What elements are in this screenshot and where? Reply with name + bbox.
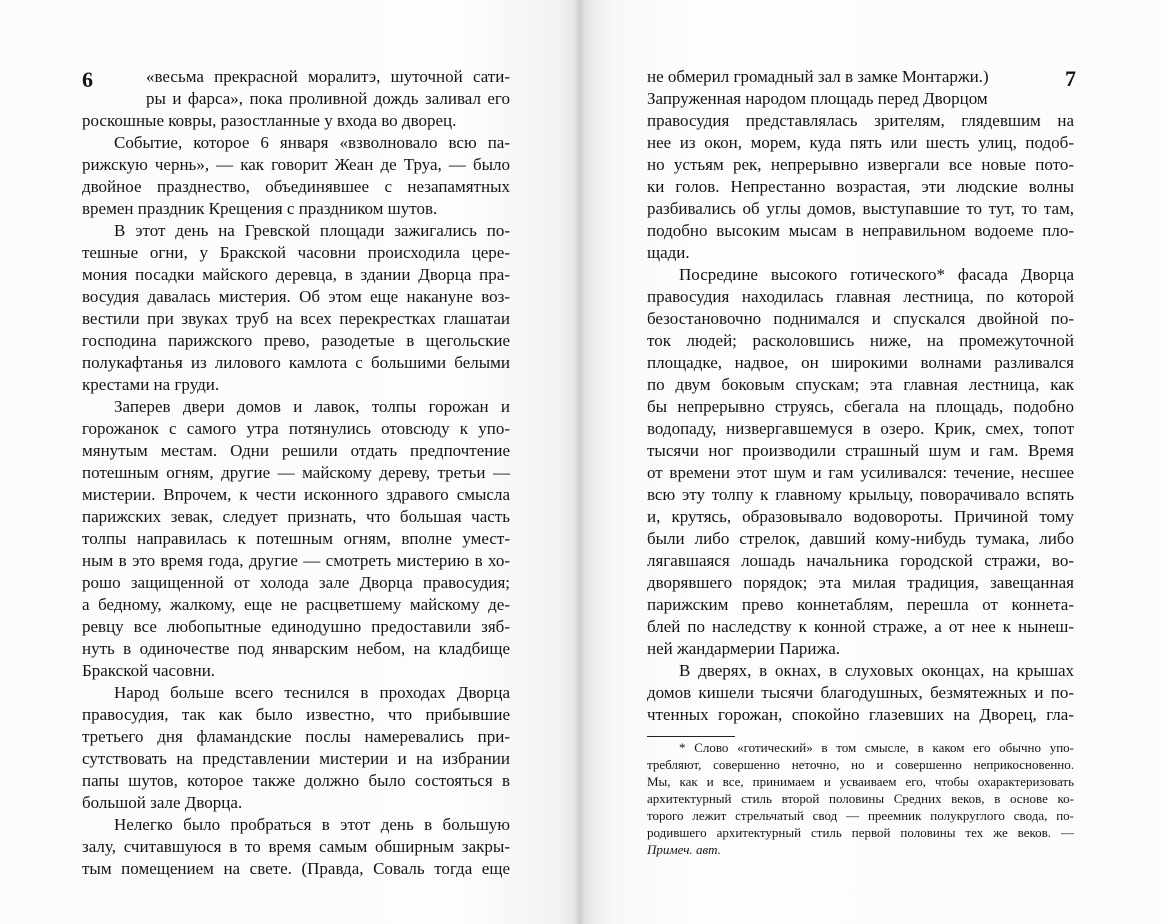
text-line: залу, считавшуюся в то время самым обширным закры- xyxy=(82,837,510,856)
text-line: правосудия, так как было известно, что прибывшие xyxy=(82,705,510,724)
page-number-right: 7 xyxy=(1065,66,1076,91)
text-line: роскошные ковры, разостланные у входа во дворец. xyxy=(82,111,457,130)
text-line: блей по наследству к конной страже, а от нее к нынеш- xyxy=(647,617,1074,636)
text-line: толпы направилась к потешным огням, вполне умест- xyxy=(82,529,510,548)
text-line: по двум боковым спускам; эта главная лестница, как xyxy=(647,375,1074,394)
text-line: большой зале Дворца. xyxy=(82,793,243,812)
text-line: ток людей; расколовшись ниже, на промежуточной xyxy=(647,331,1074,350)
paragraph-start: Заперев двери домов и лавок, толпы горожан и xyxy=(114,397,510,416)
text-line: ры и фарса», пока проливной дождь заливал его xyxy=(146,89,510,108)
paragraph-start: Посредине высокого готического* фасада Дворца xyxy=(679,265,1074,284)
text-line: потешным огням, другие — майскому дереву, третьи — xyxy=(82,463,510,482)
text-line: ней жандармерии Парижа. xyxy=(647,639,841,658)
text-line: лягавшаяся лошадь начальника городской стражи, во- xyxy=(647,551,1074,570)
text-line: а бедному, жалкому, еще не расцветшему майскому де- xyxy=(82,595,510,614)
footnote-line: * Слово «готический» в том смысле, в каком его обычно упо- xyxy=(679,740,1074,755)
text-line: домов кишели тысячи благодушных, безмятежных и по- xyxy=(647,683,1074,702)
paragraph-start: Народ больше всего теснился в проходах Дворца xyxy=(114,683,510,702)
text-line: парижских зевак, следует признать, что большая часть xyxy=(82,507,510,526)
footnote-line: требляют, совершенно неточно, но и совершенно неприкосновенно. xyxy=(647,757,1074,772)
text-line: рошо защищенной от холода зале Дворца правосудия; xyxy=(82,573,510,592)
text-line: щади. xyxy=(647,243,690,262)
paragraph-start: Нелегко было пробраться в этот день в большую xyxy=(114,815,510,834)
text-line: дворявшего порядок; эта милая традиция, завещанная xyxy=(647,573,1074,592)
text-line: мянутым местам. Одни решили отдать предпочтение xyxy=(82,441,510,460)
text-line: ревцу все любопытные единодушно предоставили зяб- xyxy=(82,617,510,636)
text-line: мония посадки майского деревца, в здании Дворца пра- xyxy=(82,265,510,284)
footnote-line: торого лежит стрельчатый свод — преемник полукруглого свода, по- xyxy=(647,808,1074,823)
text-line: площадке, надвое, он широкими волнами разливался xyxy=(647,353,1074,372)
text-line: времен праздник Крещения с праздником шутов. xyxy=(82,199,438,218)
text-line: водопаду, низвергавшемуся в озеро. Крик, смех, топот xyxy=(647,419,1074,438)
text-line: сутствовать на представлении мистерии и на избрании xyxy=(82,749,510,768)
text-line: были либо стрелок, давший кому-нибудь тумака, либо xyxy=(647,529,1074,548)
text-line: тым помещением на свете. (Правда, Соваль тогда еще xyxy=(82,859,510,878)
page-number-left: 6 xyxy=(82,67,93,92)
footnote-line: архитектурный стиль второй половины Средних веков, в основе ко- xyxy=(647,791,1074,806)
text-line: нее из окон, морем, куда пять или шесть улиц, подоб- xyxy=(647,133,1074,152)
text-line: парижским прево коннетаблям, перешла от коннета- xyxy=(647,595,1074,614)
paragraph-start: Событие, которое 6 января «взволновало всю па- xyxy=(114,133,510,152)
footnote-attribution: Примеч. авт. xyxy=(647,842,721,857)
text-line: полукафтанья из лилового камлота с большими белыми xyxy=(82,353,510,372)
text-line: не обмерил громадный зал в замке Монтаржи.) xyxy=(647,67,989,86)
left-text-column xyxy=(82,66,510,880)
text-line: тысячи ног производили страшный шум и гам. Время xyxy=(647,441,1074,460)
text-line: третьего дня фламандские послы намеревались при- xyxy=(82,727,510,746)
text-line: ки голов. Непрестанно возрастая, эти людские волны xyxy=(647,177,1074,196)
footnote-divider xyxy=(647,736,735,737)
paragraph-start: В этот день на Гревской площади зажигались по- xyxy=(114,221,510,240)
text-line: восудия давалась мистерия. Об этом еще накануне воз- xyxy=(82,287,510,306)
text-line: Бракской часовни. xyxy=(82,661,216,680)
text-line: вестили при звуках труб на всех перекрестках глашатаи xyxy=(82,309,510,328)
text-line: безостановочно поднимался и спускался двойной по- xyxy=(647,309,1074,328)
text-line: крестами на груди. xyxy=(82,375,220,394)
right-text-column xyxy=(647,66,1074,726)
text-line: правосудия находилась главная лестница, по которой xyxy=(647,287,1074,306)
text-line: двойное празднество, объединявшее с незапамятных xyxy=(82,177,510,196)
paragraph-start: В дверях, в окнах, в слуховых оконцах, на крышах xyxy=(679,661,1074,680)
text-line: «весьма прекрасной моралитэ, шуточной сати- xyxy=(146,67,510,86)
text-line: подобно высоким мысам в неправильном водоеме пло- xyxy=(647,221,1074,240)
text-line: рижскую чернь», — как говорит Жеан де Труа, — было xyxy=(82,155,510,174)
text-line: ным в это время года, другие — смотреть мистерию в хо- xyxy=(82,551,510,570)
footnote-line: родившего архитектурный стиль первой половины тех же веков. — xyxy=(647,825,1074,840)
text-line: нуть в одиночестве под январским небом, на кладбище xyxy=(82,639,510,658)
paragraph-start: Запруженная народом площадь перед Дворцом xyxy=(647,89,988,108)
footnote-line: Мы, как и все, принимаем и усваиваем его, чтобы охарактеризовать xyxy=(647,774,1074,789)
text-line: господина парижского прево, разодетые в щегольские xyxy=(82,331,510,350)
text-line: правосудия представлялась зрителям, глядевшим на xyxy=(647,111,1074,130)
book-gutter xyxy=(574,0,584,924)
text-line: чтенных горожан, спокойно глазевших на Дворец, гла- xyxy=(647,705,1074,724)
text-line: и, крутясь, образовывало водовороты. Причиной тому xyxy=(647,507,1074,526)
text-line: папы шутов, которое также должно было состояться в xyxy=(82,771,510,790)
text-line: но устьям рек, непрерывно извергали все новые пото- xyxy=(647,155,1074,174)
text-line: тешные огни, у Бракской часовни происходила цере- xyxy=(82,243,510,262)
text-line: всю эту толпу к главному крыльцу, поворачивало вспять xyxy=(647,485,1074,504)
text-line: бы непрерывно струясь, сбегала на площадь, подобно xyxy=(647,397,1074,416)
text-line: мистерии. Впрочем, к чести исконного здравого смысла xyxy=(82,485,510,504)
text-line: разбивались об углы домов, выступавшие то тут, то там, xyxy=(647,199,1074,218)
text-line: от времени этот шум и гам усиливался: течение, несшее xyxy=(647,463,1074,482)
footnote xyxy=(647,739,1074,858)
text-line: горожанок с самого утра потянулись отовсюду к упо- xyxy=(82,419,510,438)
